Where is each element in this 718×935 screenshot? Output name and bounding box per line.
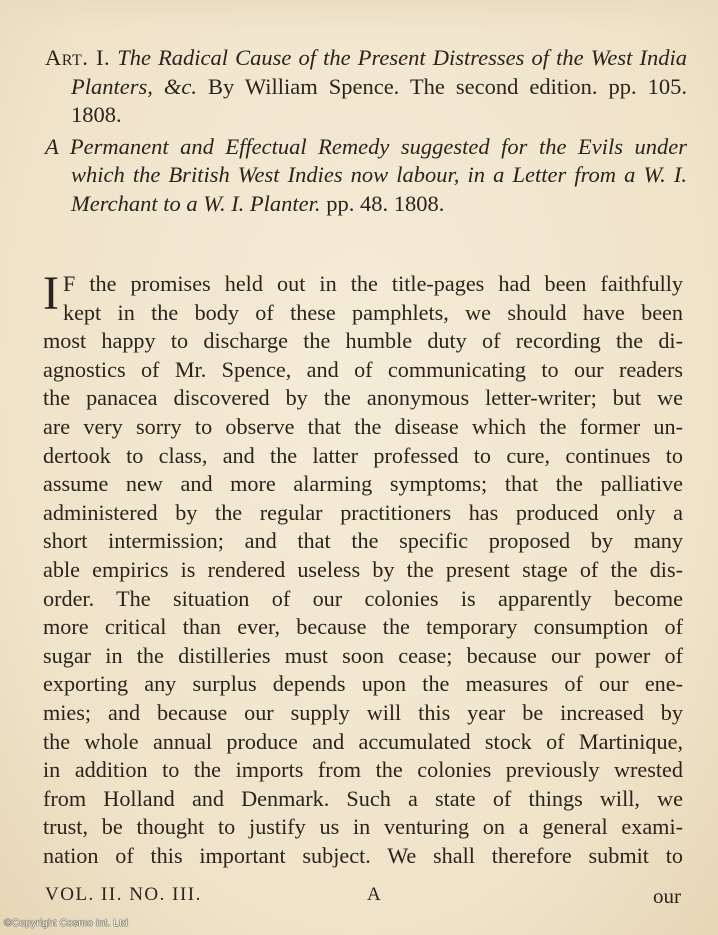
- pamphlet-details-1: By William Spence. The second edition. pp. 105. 1808.: [71, 73, 688, 127]
- article-number: Art. I.: [45, 45, 111, 70]
- pamphlet-title-2: A Permanent and Effectual Remedy suggested for the Evils under which the British West Indies now labour, in a Letter from a W. I. Merchant to a W. I. Planter.: [45, 133, 687, 216]
- body-line: more critical than ever, because the temporary consumption of: [43, 614, 683, 640]
- article-body: [43, 267, 683, 870]
- body-line: in addition to the imports from the colonies previously wrested: [43, 757, 683, 783]
- drop-cap: I: [43, 267, 59, 320]
- body-line: most happy to discharge the humble duty of recording the di-: [43, 328, 683, 354]
- body-line: assume new and more alarming symptoms; that the palliative: [43, 471, 683, 497]
- article-heading: [45, 44, 687, 218]
- pamphlet-details-2: pp. 48. 1808.: [326, 190, 445, 216]
- body-line: the panacea discovered by the anonymous letter-writer; but we: [43, 385, 683, 411]
- pamphlet-title-1: The Radical Cause of the Present Distresses of the West India Planters, &c.: [71, 45, 687, 99]
- body-line: nation of this important subject. We shall therefore submit to: [43, 842, 683, 868]
- body-line: exporting any surplus depends upon the measures of our ene-: [43, 671, 683, 697]
- page-footer: [45, 884, 685, 910]
- signature-mark: A: [367, 884, 381, 905]
- body-line: short intermission; and that the specific proposed by many: [43, 528, 683, 554]
- body-line: administered by the regular practitioners has produced only a: [43, 499, 683, 525]
- volume-signature: VOL. II. NO. III.: [45, 884, 202, 905]
- copyright-watermark: ©Copyright Cosmo Int. Ltd: [4, 917, 128, 929]
- catchword: our: [653, 884, 681, 908]
- page-top-bleed: [0, 0, 718, 30]
- body-line: from Holland and Denmark. Such a state of things will, we: [43, 785, 683, 811]
- body-line: sugar in the distilleries must soon cease; because our power of: [43, 642, 683, 668]
- body-line: F the promises held out in the title-pages had been faithfully: [62, 271, 683, 296]
- heading-entry-1: [45, 44, 687, 130]
- body-line: the whole annual produce and accumulated stock of Martinique,: [43, 728, 683, 754]
- heading-entry-2: [45, 133, 687, 219]
- body-line: agnostics of Mr. Spence, and of communicating to our readers: [43, 356, 683, 382]
- body-line: kept in the body of these pamphlets, we should have been: [62, 299, 683, 325]
- body-line: are very sorry to observe that the disease which the former un-: [43, 413, 683, 439]
- body-line: able empirics is rendered useless by the present stage of the dis-: [43, 556, 683, 582]
- body-line: mies; and because our supply will this year be increased by: [43, 699, 683, 725]
- body-line: trust, be thought to justify us in venturing on a general exami-: [43, 814, 683, 840]
- body-line: order. The situation of our colonies is apparently become: [43, 585, 683, 611]
- body-line: dertook to class, and the latter professed to cure, continues to: [43, 442, 683, 468]
